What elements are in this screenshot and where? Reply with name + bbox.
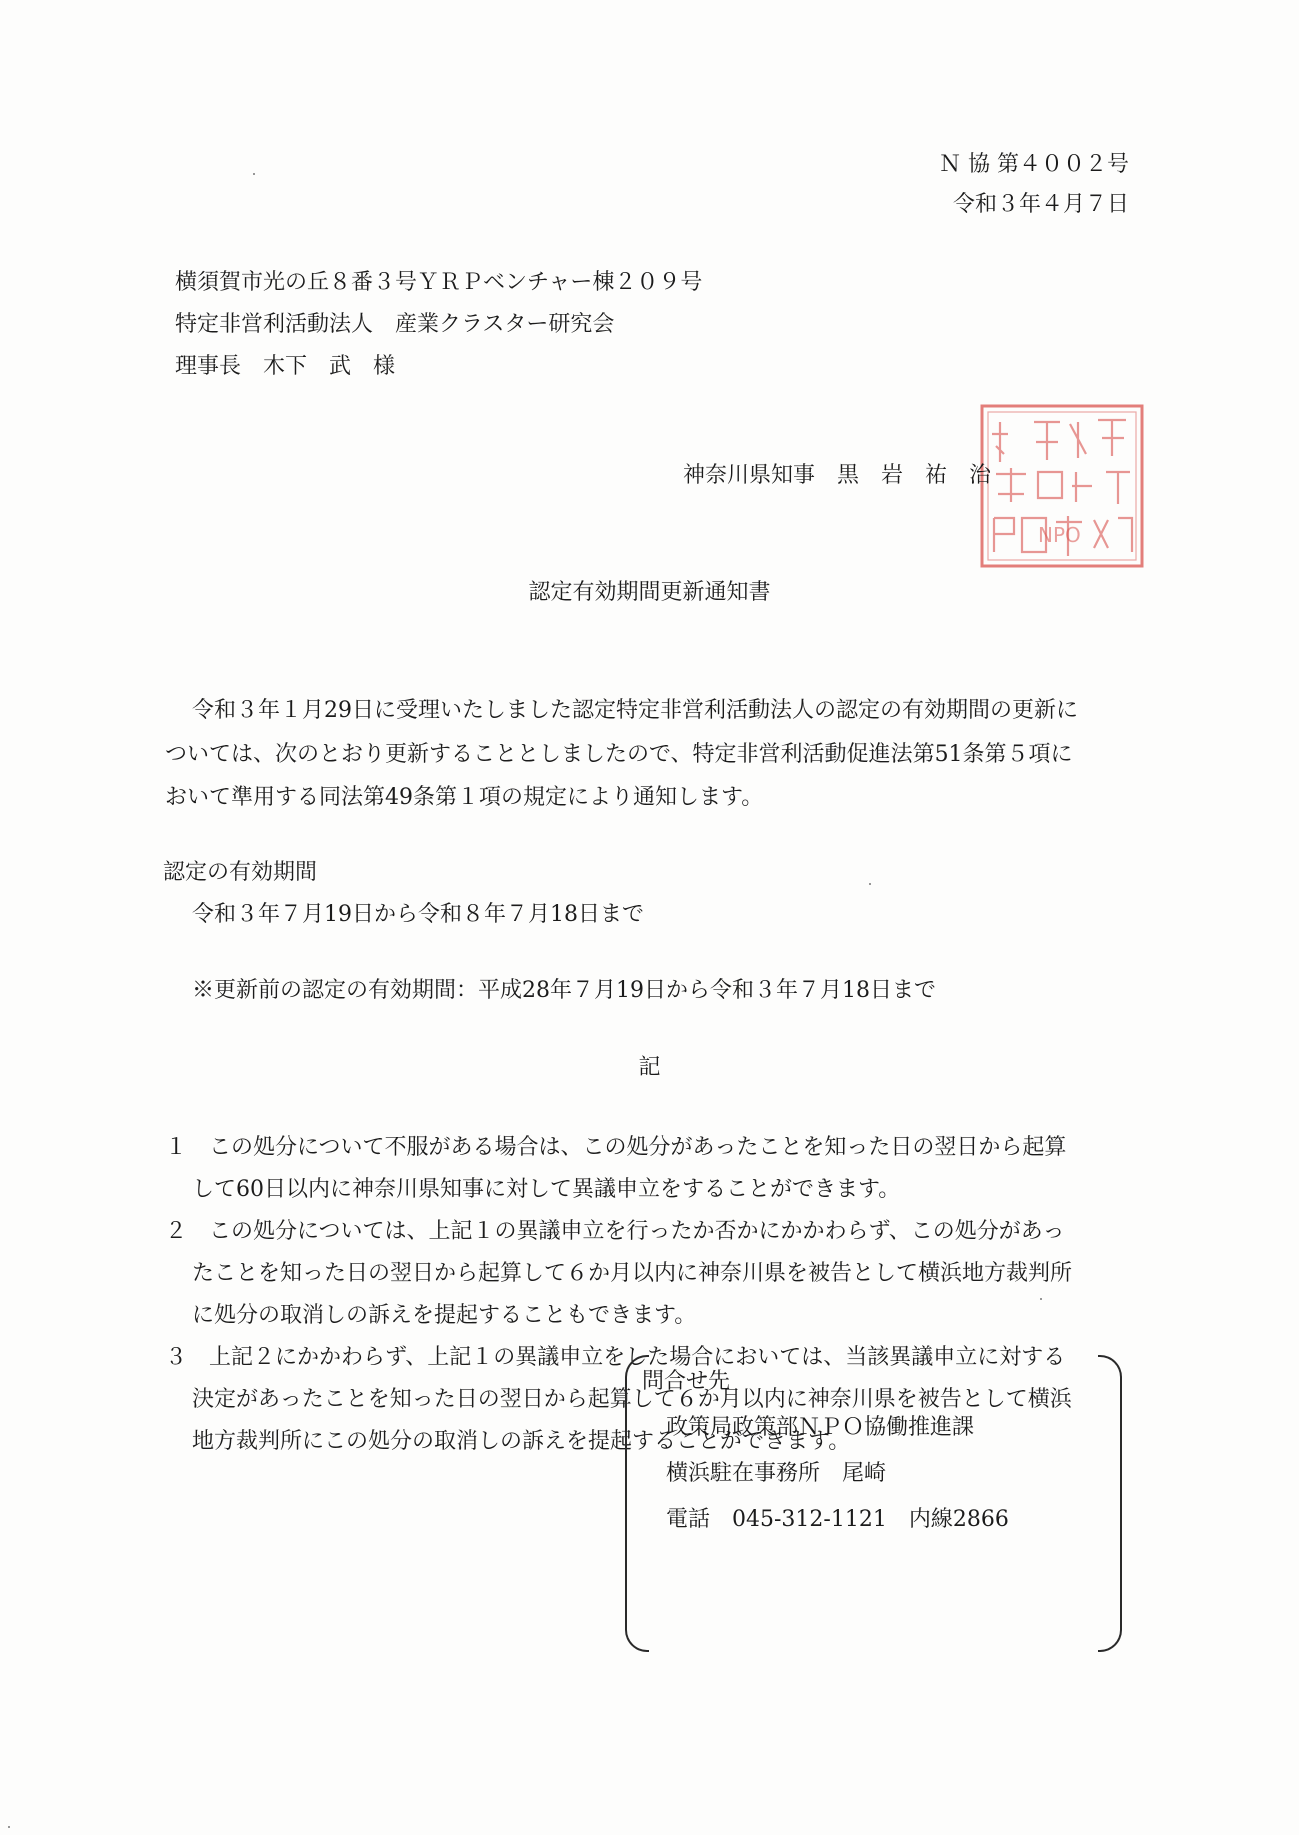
note-line: １ この処分について不服がある場合は、この処分があったことを知った日の翌日から起算 [165,1135,1067,1160]
contact-heading: 問合せ先 [642,1369,731,1394]
previous-period: ※更新前の認定の有効期間：平成28年７月19日から令和３年７月18日まで [192,978,936,1003]
addressee-organization: 特定非営利活動法人 産業クラスター研究会 [175,312,615,337]
contact-phone: 電話 045-312-1121 内線2866 [666,1507,1009,1532]
scan-speck [253,173,255,175]
contact-bracket-right [1098,1355,1122,1652]
contact-department: 政策局政策部ＮＰＯ協働推進課 [666,1415,975,1440]
note-heading: 記 [638,1055,661,1080]
addressee-address: 横須賀市光の丘８番３号ＹＲＰベンチャー棟２０９号 [175,270,703,295]
sender-name: 神奈川県知事 黒 岩 祐 治 [683,463,992,488]
body-paragraph-line: ついては、次のとおり更新することとしましたので、特定非営利活動促進法第51条第５項に [165,742,1073,767]
note-line: して60日以内に神奈川県知事に対して異議申立をすることができます。 [192,1177,901,1202]
note-line: ３ 上記２にかかわらず、上記１の異議申立をした場合においては、当該異議申立に対する [165,1345,1066,1370]
note-line: 決定があったことを知った日の翌日から起算して６か月以内に神奈川県を被告として横浜 [192,1387,1072,1412]
scan-speck [869,883,871,885]
official-seal-stamp [978,402,1146,570]
addressee-person: 理事長 木下 武 様 [175,354,396,379]
period-value: 令和３年７月19日から令和８年７月18日まで [192,902,644,927]
note-line: たことを知った日の翌日から起算して６か月以内に神奈川県を被告として横浜地方裁判所 [192,1261,1073,1286]
scan-speck [1040,1298,1042,1300]
note-line: 地方裁判所にこの処分の取消しの訴えを提起することができます。 [192,1429,851,1454]
contact-bracket-left [625,1355,649,1652]
document-number: Ｎ 協 第４００２号 [939,152,1129,177]
note-line: ２ この処分については、上記１の異議申立を行ったか否かにかかわらず、この処分があっ [165,1219,1065,1244]
body-paragraph-line: おいて準用する同法第49条第１項の規定により通知します。 [165,785,764,810]
document-title: 認定有効期間更新通知書 [528,580,771,605]
note-line: に処分の取消しの訴えを提起することもできます。 [192,1303,697,1328]
scan-speck [8,1826,10,1828]
body-paragraph-line: 令和３年１月29日に受理いたしました認定特定非営利活動法人の認定の有効期間の更新に [192,698,1078,723]
document-date: 令和３年４月７日 [952,192,1129,217]
contact-office: 横浜駐在事務所 尾崎 [666,1461,887,1486]
period-label: 認定の有効期間 [163,860,318,885]
svg-text:NPO: NPO [1038,523,1081,547]
